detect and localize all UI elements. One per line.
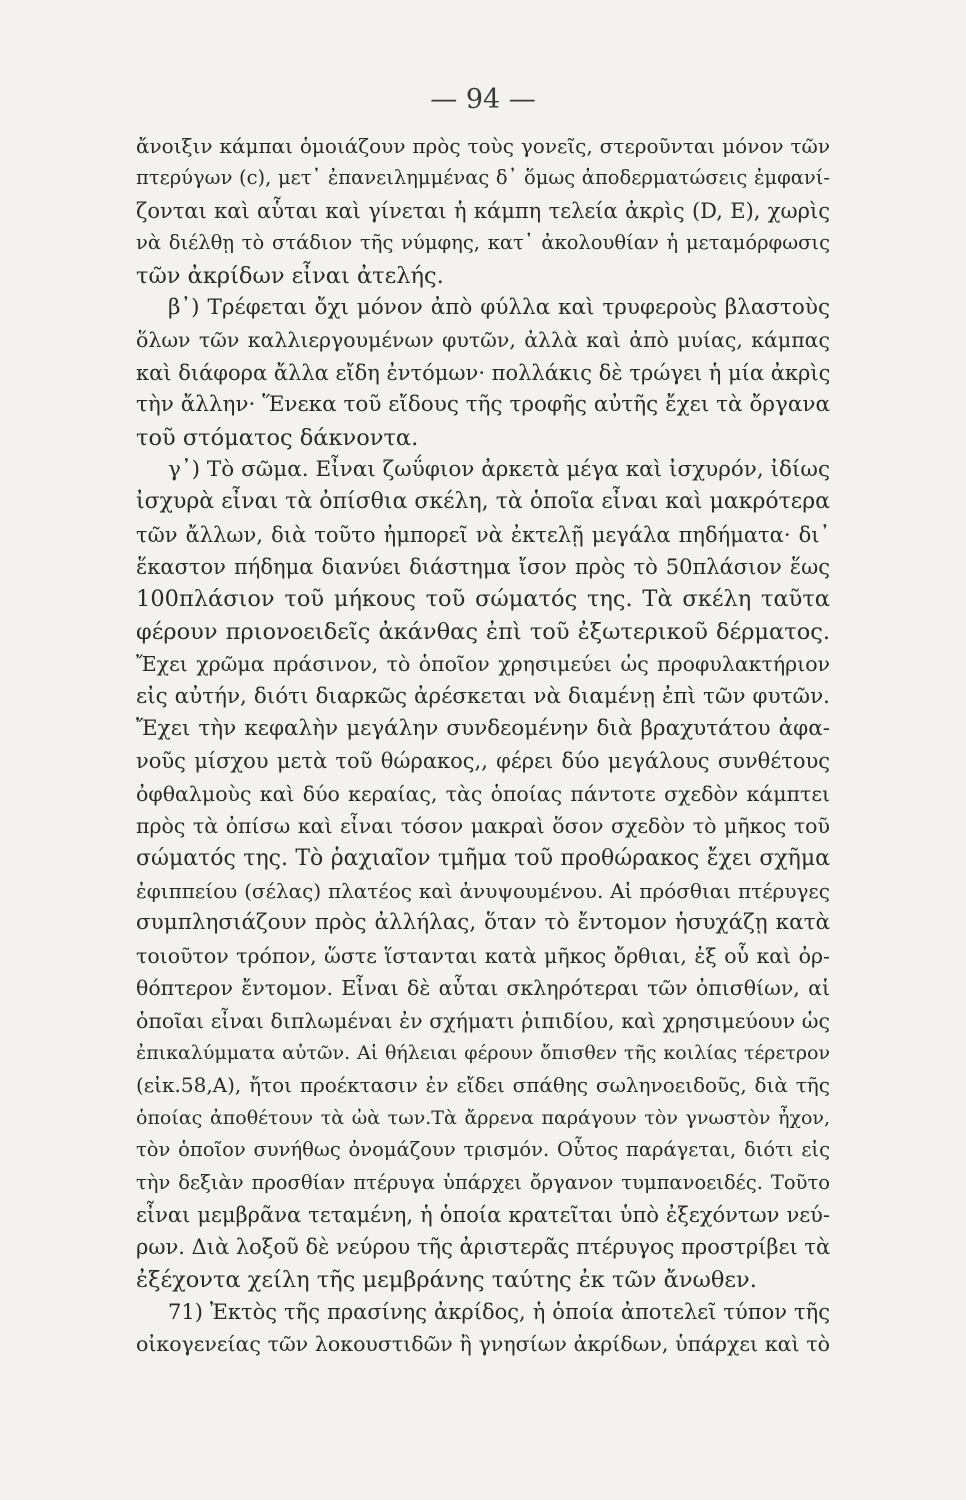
- text-line: ἄνοιξιν κάμπαι ὁμοιάζουν πρὸς τοὺς γονεῖς, στεροῦνται μόνον τῶν: [136, 134, 830, 158]
- text-line: ὅλων τῶν καλλιεργουμένων φυτῶν, ἀλλὰ καὶ ἀπὸ μυίας, κάμπας: [136, 328, 830, 353]
- text-line: γ᾽) Τὸ σῶμα. Εἶναι ζωΰφιον ἀρκετὰ μέγα καὶ ἰσχυρόν, ἰδίως: [168, 456, 830, 482]
- text-line: ὀφθαλμοὺς καὶ δύο κεραίας, τὰς ὁποίας πάντοτε σχεδὸν κάμπτει: [136, 781, 830, 806]
- text-line: ἕκαστον πήδημα διανύει διάστημα ἴσον πρὸς τὸ 50πλάσιον ἕως: [136, 555, 830, 580]
- text-line: νὰ διέλθῃ τὸ στάδιον τῆς νύμφης, κατ᾽ ἀκολουθίαν ἡ μεταμόρφωσις: [136, 231, 830, 255]
- text-line: εἶναι μεμβρᾶνα τεταμένη, ἡ ὁποία κρατεῖται ὑπὸ ἐξεχόντων νεύ-: [136, 1202, 830, 1227]
- text-line: (εἰκ.58,A), ἤτοι προέκτασιν ἐν εἴδει σπάθης σωληνοειδοῦς, διὰ τῆς: [136, 1073, 830, 1098]
- text-line: ζονται καὶ αὗται καὶ γίνεται ἡ κάμπη τελεία ἀκρὶς (D, E), χωρὶς: [136, 198, 830, 223]
- text-line: τοῦ στόματος δάκνοντα.: [136, 424, 419, 451]
- text-line: ρων. Διὰ λοξοῦ δὲ νεύρου τῆς ἀριστερᾶς πτέρυγος προστρίβει τὰ: [136, 1235, 831, 1260]
- text-line: β᾽) Τρέφεται ὄχι μόνον ἀπὸ φύλλα καὶ τρυφεροὺς βλαστοὺς: [168, 294, 830, 320]
- text-line: εἰς αὐτήν, διότι διαρκῶς ἀρέσκεται νὰ διαμένῃ ἐπὶ τῶν φυτῶν.: [136, 683, 830, 709]
- text-line: καὶ διάφορα ἄλλα εἴδη ἐντόμων· πολλάκις δὲ τρώγει ἡ μία ἀκρὶς: [136, 360, 831, 385]
- text-line: τῶν ἄλλων, διὰ τοῦτο ἠμπορεῖ νὰ ἐκτελῇ μεγάλα πηδήματα· δι᾽: [136, 522, 830, 547]
- text-line: τῶν ἀκρίδων εἶναι ἀτελής.: [136, 262, 444, 289]
- text-line: πτερύγων (c), μετ᾽ ἐπανειλημμένας δ᾽ ὅμως ἀποδερματώσεις ἐμφανί-: [136, 166, 830, 190]
- text-line: νοῦς μίσχου μετὰ τοῦ θώρακος,, φέρει δύο μεγάλους συνθέτους: [136, 749, 830, 774]
- text-line: Ἔχει τὴν κεφαλὴν μεγάλην συνδεομένην διὰ βραχυτάτου ἀφα-: [136, 716, 830, 742]
- text-line: σώματός της. Τὸ ῥαχιαῖον τμῆμα τοῦ προθώρακος ἔχει σχῆμα: [136, 845, 830, 871]
- text-line: πρὸς τὰ ὀπίσω καὶ εἶναι τόσον μακραὶ ὅσον σχεδὸν τὸ μῆκος τοῦ: [136, 814, 830, 839]
- text-line: Ἔχει χρῶμα πράσινον, τὸ ὁποῖον χρησιμεύει ὡς προφυλακτήριον: [136, 652, 830, 677]
- text-line: τὴν ἄλλην· Ἕνεκα τοῦ εἴδους τῆς τροφῆς αὐτῆς ἔχει τὰ ὄργανα: [136, 392, 830, 418]
- text-line: ὁποῖαι εἶναι διπλωμέναι ἐν σχήματι ῥιπιδίου, καὶ χρησιμεύουν ὡς: [136, 1008, 830, 1033]
- text-line: ἐπικαλύμματα αὐτῶν. Αἱ θήλειαι φέρουν ὄπισθεν τῆς κοιλίας τέρετρον: [136, 1041, 830, 1064]
- text-line: τὸν ὁποῖον συνήθως ὀνομάζουν τρισμόν. Οὗτος παράγεται, διότι εἰς: [136, 1138, 830, 1162]
- text-line: 100πλάσιον τοῦ μήκους τοῦ σώματός της. Τὰ σκέλη ταῦτα: [136, 586, 830, 613]
- text-line: τοιοῦτον τρόπον, ὥστε ἵστανται κατὰ μῆκος ὄρθιαι, ἐξ οὗ καὶ ὀρ-: [136, 943, 830, 968]
- text-line: φέρουν πριονοειδεῖς ἀκάνθας ἐπὶ τοῦ ἐξωτερικοῦ δέρματος.: [136, 618, 830, 645]
- text-line: ὁποίας ἀποθέτουν τὰ ὠὰ των.Τὰ ἄρρενα παράγουν τὸν γνωστὸν ἦχον,: [136, 1106, 830, 1129]
- text-line: ἐφιππείου (σέλας) πλατέος καὶ ἀνυψουμένου. Αἱ πρόσθιαι πτέρυγες: [136, 878, 830, 903]
- text-line: 71) Ἐκτὸς τῆς πρασίνης ἀκρίδος, ἡ ὁποία ἀποτελεῖ τύπον τῆς: [168, 1300, 830, 1325]
- page-number: — 94 —: [430, 84, 536, 115]
- text-line: οἰκογενείας τῶν λοκουστιδῶν ἢ γνησίων ἀκρίδων, ὑπάρχει καὶ τὸ: [136, 1332, 830, 1357]
- body-text: [136, 130, 830, 1361]
- text-line: τὴν δεξιὰν προσθίαν πτέρυγα ὑπάρχει ὄργανον τυμπανοειδές. Τοῦτο: [136, 1170, 830, 1194]
- text-line: θόπτερον ἔντομον. Εἶναι δὲ αὗται σκληρότεραι τῶν ὀπισθίων, αἱ: [136, 976, 830, 1001]
- text-line: ἐξέχοντα χείλη τῆς μεμβράνης ταύτης ἐκ τῶν ἄνωθεν.: [136, 1266, 757, 1293]
- text-line: ἰσχυρὰ εἶναι τὰ ὀπίσθια σκέλη, τὰ ὁποῖα εἶναι καὶ μακρότερα: [136, 489, 830, 515]
- text-line: συμπλησιάζουν πρὸς ἀλλήλας, ὅταν τὸ ἔντομον ἡσυχάζῃ κατὰ: [136, 910, 830, 936]
